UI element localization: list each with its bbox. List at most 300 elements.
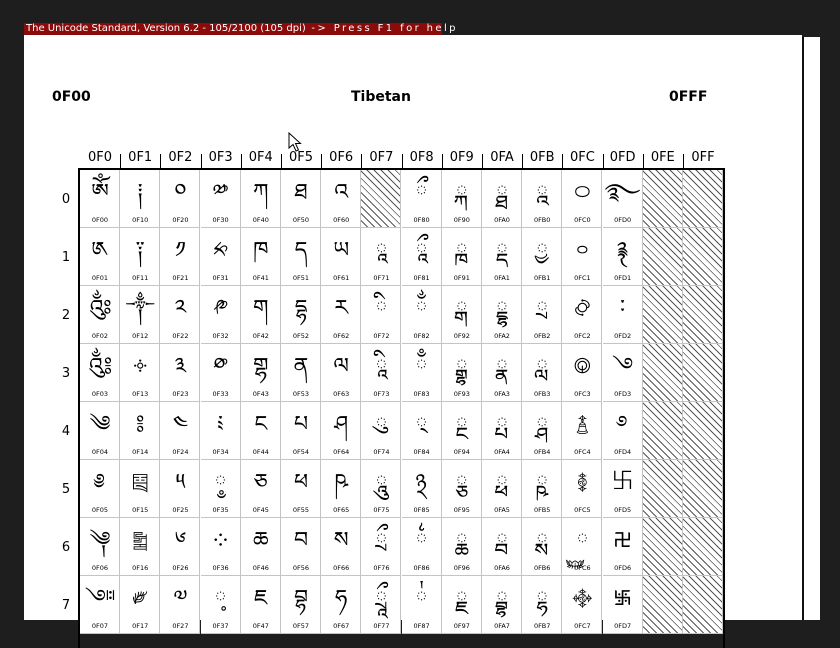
- character-cell[interactable]: [281, 460, 321, 518]
- character-cell[interactable]: [402, 460, 442, 518]
- range-start-label: 0F00: [52, 89, 91, 105]
- character-cell[interactable]: [321, 344, 361, 402]
- column-header: 0FA: [490, 150, 514, 165]
- character-glyph: ཤ: [334, 412, 349, 437]
- code-point-label: 0F94: [453, 448, 470, 456]
- character-cell[interactable]: [160, 518, 200, 576]
- column-separator: [442, 154, 443, 168]
- character-glyph: ◌ྔ: [455, 412, 468, 437]
- character-cell[interactable]: [562, 460, 602, 518]
- column-separator: [482, 154, 483, 168]
- reserved-cell: [683, 170, 723, 228]
- character-cell[interactable]: [522, 228, 562, 286]
- character-cell[interactable]: [80, 402, 120, 460]
- code-point-label: 0FA3: [494, 390, 510, 398]
- code-point-label: 0F16: [132, 564, 149, 572]
- character-cell[interactable]: [321, 518, 361, 576]
- character-glyph: དྷ: [294, 296, 308, 321]
- character-cell[interactable]: [160, 460, 200, 518]
- reserved-cell: [683, 460, 723, 518]
- character-cell[interactable]: [241, 402, 281, 460]
- character-cell[interactable]: [241, 344, 281, 402]
- character-cell[interactable]: [281, 228, 321, 286]
- character-glyph: ࿑: [616, 238, 629, 263]
- character-cell[interactable]: [361, 286, 401, 344]
- character-cell[interactable]: [160, 402, 200, 460]
- code-point-label: 0F15: [132, 506, 149, 514]
- code-point-label: 0FB2: [533, 332, 551, 340]
- code-point-label: 0F84: [413, 448, 430, 456]
- code-point-label: 0FD0: [614, 216, 632, 224]
- column-separator: [321, 154, 322, 168]
- character-glyph: ࿓: [612, 354, 634, 379]
- character-cell[interactable]: [361, 344, 401, 402]
- code-point-label: 0F90: [453, 216, 470, 224]
- code-point-label: 0FD6: [614, 564, 632, 572]
- code-point-label: 0FD1: [614, 274, 632, 282]
- character-cell[interactable]: [482, 228, 522, 286]
- code-point-label: 0F32: [212, 332, 229, 340]
- character-glyph: ༢: [174, 296, 187, 321]
- character-glyph: ཇ: [254, 586, 268, 611]
- code-point-label: 0F83: [413, 390, 430, 398]
- column-separator: [603, 154, 604, 168]
- character-glyph: ༔: [136, 412, 145, 437]
- character-cell[interactable]: [482, 286, 522, 344]
- character-glyph: ࿕: [611, 470, 634, 495]
- character-glyph: ࿂: [574, 296, 591, 321]
- code-point-label: 0FD7: [614, 622, 632, 630]
- character-cell[interactable]: [241, 576, 281, 634]
- character-cell[interactable]: [120, 170, 160, 228]
- code-point-label: 0F65: [333, 506, 350, 514]
- character-glyph: ࿗: [614, 586, 632, 611]
- range-end-label: 0FFF: [669, 89, 708, 105]
- character-cell[interactable]: [603, 576, 643, 634]
- code-point-label: 0F30: [212, 216, 229, 224]
- character-glyph: ◌ཱུ: [375, 470, 388, 495]
- character-cell[interactable]: [562, 402, 602, 460]
- character-glyph: ༤: [172, 412, 188, 437]
- character-cell[interactable]: [522, 518, 562, 576]
- character-cell[interactable]: [442, 344, 482, 402]
- character-glyph: ◌ྣ: [495, 354, 509, 379]
- code-point-label: 0F42: [252, 332, 269, 340]
- character-cell[interactable]: [80, 576, 120, 634]
- column-header: 0F6: [329, 150, 354, 165]
- character-glyph: ࿁: [576, 238, 589, 263]
- character-glyph: ◌ྴ: [536, 412, 549, 437]
- character-cell[interactable]: [80, 228, 120, 286]
- character-cell[interactable]: [603, 460, 643, 518]
- code-point-label: 0F71: [373, 274, 390, 282]
- character-cell[interactable]: [241, 518, 281, 576]
- character-glyph: ◌ཱ: [375, 238, 388, 263]
- character-glyph: ལ: [333, 354, 349, 379]
- column-header: 0F8: [409, 150, 434, 165]
- character-cell[interactable]: [80, 518, 120, 576]
- row-header: 3: [61, 366, 71, 381]
- character-cell[interactable]: [281, 286, 321, 344]
- code-point-label: 0F53: [292, 390, 310, 398]
- code-point-label: 0F13: [132, 390, 149, 398]
- character-glyph: ཅ: [253, 470, 268, 495]
- character-cell[interactable]: [603, 402, 643, 460]
- character-cell[interactable]: [321, 170, 361, 228]
- character-cell[interactable]: [201, 228, 241, 286]
- character-cell[interactable]: [160, 228, 200, 286]
- code-point-label: 0F74: [373, 448, 390, 456]
- character-cell[interactable]: [562, 576, 602, 634]
- character-cell[interactable]: [241, 460, 281, 518]
- character-cell[interactable]: [120, 402, 160, 460]
- character-cell[interactable]: [120, 344, 160, 402]
- reserved-cell: [683, 402, 723, 460]
- character-glyph: པ: [293, 412, 309, 437]
- character-glyph: ༧: [173, 586, 188, 611]
- character-glyph: ◌ྖ: [455, 528, 468, 553]
- code-point-label: 0F50: [292, 216, 310, 224]
- code-point-label: 0F46: [252, 564, 269, 572]
- character-cell[interactable]: [442, 286, 482, 344]
- code-point-label: 0FD4: [614, 448, 632, 456]
- code-point-label: 0F11: [132, 274, 149, 282]
- code-point-label: 0F82: [413, 332, 430, 340]
- row-header: 5: [61, 482, 71, 497]
- column-header: 0F2: [168, 150, 193, 165]
- code-point-label: 0F21: [172, 274, 189, 282]
- character-cell[interactable]: [120, 286, 160, 344]
- code-point-label: 0FB4: [533, 448, 551, 456]
- row-header: 7: [61, 598, 71, 613]
- character-cell[interactable]: [603, 518, 643, 576]
- code-point-label: 0F47: [252, 622, 269, 630]
- character-glyph: ༱: [213, 238, 229, 263]
- character-glyph: ང: [254, 412, 268, 437]
- character-cell[interactable]: [522, 460, 562, 518]
- character-glyph: ◌ི: [375, 296, 388, 321]
- code-point-label: 0F03: [91, 390, 109, 398]
- character-cell[interactable]: [281, 170, 321, 228]
- character-cell[interactable]: [361, 228, 401, 286]
- reserved-cell: [643, 228, 683, 286]
- character-glyph: ༁: [91, 238, 109, 263]
- character-cell[interactable]: [361, 576, 401, 634]
- character-cell[interactable]: [281, 402, 321, 460]
- character-glyph: ◌ྲ: [536, 296, 549, 321]
- character-cell[interactable]: [522, 344, 562, 402]
- character-cell[interactable]: [160, 286, 200, 344]
- character-cell[interactable]: [201, 518, 241, 576]
- character-cell[interactable]: [562, 286, 602, 344]
- character-glyph: ༑: [135, 238, 145, 263]
- character-glyph: ཧ: [335, 586, 348, 611]
- code-point-label: 0F93: [453, 390, 470, 398]
- character-glyph: ༃: [87, 354, 113, 379]
- code-point-label: 0FA6: [494, 564, 510, 572]
- character-glyph: ༴: [217, 412, 224, 437]
- row-header: 6: [61, 540, 71, 555]
- character-cell[interactable]: [361, 402, 401, 460]
- character-cell[interactable]: [120, 518, 160, 576]
- character-cell[interactable]: [80, 344, 120, 402]
- code-point-label: 0F72: [373, 332, 390, 340]
- character-glyph: ◌ྦ: [495, 528, 509, 553]
- title-text: The Unicode Standard, Version 6.2 - 105/2100 (105 dpi): [26, 23, 306, 34]
- reserved-cell: [643, 344, 683, 402]
- character-glyph: ◌ཱྀ: [415, 238, 428, 263]
- character-glyph: ༖: [132, 528, 149, 553]
- character-glyph: ࿇: [572, 586, 593, 611]
- character-cell[interactable]: [201, 170, 241, 228]
- column-separator: [201, 154, 202, 168]
- code-point-label: 0F26: [172, 564, 189, 572]
- character-cell[interactable]: [201, 576, 241, 634]
- character-cell[interactable]: [201, 286, 241, 344]
- character-cell[interactable]: [321, 576, 361, 634]
- code-point-label: 0F77: [373, 622, 390, 630]
- character-glyph: ࿀: [574, 180, 591, 205]
- code-point-label: 0FD5: [614, 506, 632, 514]
- character-cell[interactable]: [442, 576, 482, 634]
- reserved-cell: [683, 518, 723, 576]
- reserved-cell: [683, 344, 723, 402]
- character-cell[interactable]: [321, 460, 361, 518]
- character-glyph: ༆: [89, 528, 111, 553]
- code-point-label: 0F61: [333, 274, 350, 282]
- column-separator: [361, 154, 362, 168]
- character-cell[interactable]: [321, 402, 361, 460]
- code-point-label: 0FC4: [574, 448, 591, 456]
- character-cell[interactable]: [402, 286, 442, 344]
- character-cell[interactable]: [321, 286, 361, 344]
- character-cell[interactable]: [442, 228, 482, 286]
- character-glyph: ༅: [95, 470, 105, 495]
- character-glyph: ཁ: [253, 238, 269, 263]
- code-point-label: 0FC5: [574, 506, 591, 514]
- code-point-label: 0F81: [413, 274, 430, 282]
- character-glyph: ◌ྕ: [455, 470, 468, 495]
- character-cell[interactable]: [442, 170, 482, 228]
- character-cell[interactable]: [241, 228, 281, 286]
- code-point-label: 0FA7: [494, 622, 510, 630]
- code-point-label: 0F02: [91, 332, 109, 340]
- character-cell[interactable]: [603, 344, 643, 402]
- character-glyph: ࿃: [573, 354, 591, 379]
- column-separator: [160, 154, 161, 168]
- character-cell[interactable]: [201, 344, 241, 402]
- character-cell[interactable]: [402, 170, 442, 228]
- character-glyph: ◌ྲྀ: [375, 528, 388, 553]
- character-glyph: ◌ྠ: [495, 180, 509, 205]
- character-cell[interactable]: [562, 228, 602, 286]
- code-point-label: 0F56: [292, 564, 310, 572]
- code-point-label: 0F40: [252, 216, 269, 224]
- character-glyph: ༇: [84, 586, 116, 611]
- character-cell[interactable]: [482, 576, 522, 634]
- character-glyph: ༗: [132, 586, 148, 611]
- code-point-label: 0F66: [333, 564, 350, 572]
- title-bar: [24, 23, 458, 35]
- code-point-label: 0F75: [373, 506, 390, 514]
- code-point-label: 0F43: [252, 390, 269, 398]
- character-cell[interactable]: [241, 170, 281, 228]
- character-glyph: བ: [293, 528, 309, 553]
- code-point-label: 0F35: [212, 506, 229, 514]
- column-separator: [241, 154, 242, 168]
- code-point-label: 0FB6: [533, 564, 551, 572]
- character-glyph: ◌ྡྷ: [495, 296, 509, 321]
- character-cell[interactable]: [522, 286, 562, 344]
- code-point-label: 0FA1: [494, 274, 510, 282]
- code-point-label: 0FC1: [574, 274, 591, 282]
- character-cell[interactable]: [562, 170, 602, 228]
- code-point-label: 0F05: [91, 506, 109, 514]
- character-cell[interactable]: [241, 286, 281, 344]
- code-point-label: 0F01: [91, 274, 109, 282]
- character-glyph: ཥ: [334, 470, 348, 495]
- code-point-label: 0F60: [333, 216, 350, 224]
- character-cell[interactable]: [562, 518, 602, 576]
- character-cell[interactable]: [482, 344, 522, 402]
- character-glyph: ◌ྐ: [455, 180, 468, 205]
- character-glyph: ࿔: [617, 412, 628, 437]
- character-glyph: ◌ྶ: [536, 528, 549, 553]
- reserved-cell: [643, 460, 683, 518]
- character-cell[interactable]: [603, 170, 643, 228]
- character-cell[interactable]: [160, 576, 200, 634]
- code-point-label: 0FA5: [494, 506, 510, 514]
- code-point-label: 0F80: [413, 216, 430, 224]
- character-cell[interactable]: [522, 576, 562, 634]
- character-cell[interactable]: [482, 170, 522, 228]
- character-glyph: ཕ: [293, 470, 309, 495]
- column-header: 0FB: [529, 150, 555, 165]
- character-cell[interactable]: [603, 286, 643, 344]
- character-cell[interactable]: [80, 286, 120, 344]
- chart-page: [24, 35, 802, 630]
- code-point-label: 0F24: [172, 448, 189, 456]
- column-separator: [643, 154, 644, 168]
- code-point-label: 0FC2: [574, 332, 591, 340]
- character-glyph: ◌ྒ: [455, 296, 468, 321]
- character-cell[interactable]: [80, 170, 120, 228]
- reserved-cell: [683, 228, 723, 286]
- reserved-cell: [643, 170, 683, 228]
- character-cell[interactable]: [160, 344, 200, 402]
- character-glyph: ༠: [174, 180, 187, 205]
- character-cell[interactable]: [361, 460, 401, 518]
- character-glyph: ༕: [131, 470, 149, 495]
- character-cell[interactable]: [201, 460, 241, 518]
- character-cell[interactable]: [281, 576, 321, 634]
- code-point-label: 0F07: [91, 622, 109, 630]
- row-header: 4: [61, 424, 71, 439]
- column-header: 0FD: [609, 150, 636, 165]
- character-cell[interactable]: [482, 402, 522, 460]
- character-glyph: ◌ྱ: [536, 238, 549, 263]
- character-glyph: ࿐: [604, 180, 641, 205]
- character-cell[interactable]: [402, 228, 442, 286]
- code-point-label: 0FB5: [533, 506, 551, 514]
- code-point-label: 0FB7: [533, 622, 551, 630]
- character-glyph: ༣: [174, 354, 187, 379]
- character-glyph: ཀ: [253, 180, 269, 205]
- character-glyph: ◌ྂ: [415, 296, 428, 321]
- character-cell[interactable]: [321, 228, 361, 286]
- character-glyph: ◌ྵ: [536, 470, 549, 495]
- help-hint[interactable]: -> Press F1 for help: [305, 23, 458, 34]
- character-glyph: ◌ྗ: [455, 586, 468, 611]
- reserved-cell: [643, 402, 683, 460]
- character-glyph: ◌༵: [214, 470, 227, 495]
- character-cell[interactable]: [442, 460, 482, 518]
- code-point-label: 0F91: [453, 274, 470, 282]
- character-cell[interactable]: [402, 344, 442, 402]
- character-cell[interactable]: [120, 228, 160, 286]
- code-point-label: 0F51: [292, 274, 310, 282]
- column-header: 0F4: [248, 150, 273, 165]
- character-glyph: ◌ླ: [536, 354, 549, 379]
- column-header: 0F3: [208, 150, 233, 165]
- character-glyph: ན: [293, 354, 309, 379]
- character-glyph: ༥: [175, 470, 186, 495]
- code-point-label: 0F87: [413, 622, 430, 630]
- character-cell[interactable]: [402, 576, 442, 634]
- code-point-label: 0F45: [252, 506, 269, 514]
- character-glyph: ࿅: [577, 470, 588, 495]
- character-cell[interactable]: [160, 170, 200, 228]
- character-cell[interactable]: [361, 518, 401, 576]
- character-cell[interactable]: [482, 518, 522, 576]
- character-cell[interactable]: [281, 344, 321, 402]
- character-cell[interactable]: [120, 460, 160, 518]
- code-point-label: 0FA0: [494, 216, 510, 224]
- character-glyph: ◌྄: [415, 412, 428, 437]
- character-glyph: ◌ྷ: [536, 586, 549, 611]
- character-cell[interactable]: [482, 460, 522, 518]
- character-cell[interactable]: [442, 518, 482, 576]
- column-separator: [683, 154, 684, 168]
- character-cell[interactable]: [120, 576, 160, 634]
- code-point-label: 0F62: [333, 332, 350, 340]
- character-cell[interactable]: [522, 402, 562, 460]
- character-glyph: ༰: [212, 180, 229, 205]
- character-glyph: ༄: [89, 412, 111, 437]
- character-cell[interactable]: [442, 402, 482, 460]
- character-cell[interactable]: [80, 460, 120, 518]
- code-point-label: 0F14: [132, 448, 149, 456]
- reserved-cell: [643, 576, 683, 634]
- character-glyph: ◌ྒྷ: [455, 354, 468, 379]
- character-glyph: ◌ྥ: [495, 470, 509, 495]
- character-cell[interactable]: [402, 518, 442, 576]
- character-cell[interactable]: [522, 170, 562, 228]
- row-header: 2: [61, 308, 71, 323]
- character-cell[interactable]: [603, 228, 643, 286]
- character-cell[interactable]: [281, 518, 321, 576]
- row-header: 1: [61, 250, 71, 265]
- character-cell[interactable]: [402, 402, 442, 460]
- character-cell[interactable]: [201, 402, 241, 460]
- column-header: 0FF: [691, 150, 715, 165]
- reserved-cell: [683, 576, 723, 634]
- character-cell[interactable]: [562, 344, 602, 402]
- code-point-label: 0F63: [333, 390, 350, 398]
- column-header: 0F9: [449, 150, 474, 165]
- character-glyph: ༐: [137, 180, 143, 205]
- reserved-cell: [683, 286, 723, 344]
